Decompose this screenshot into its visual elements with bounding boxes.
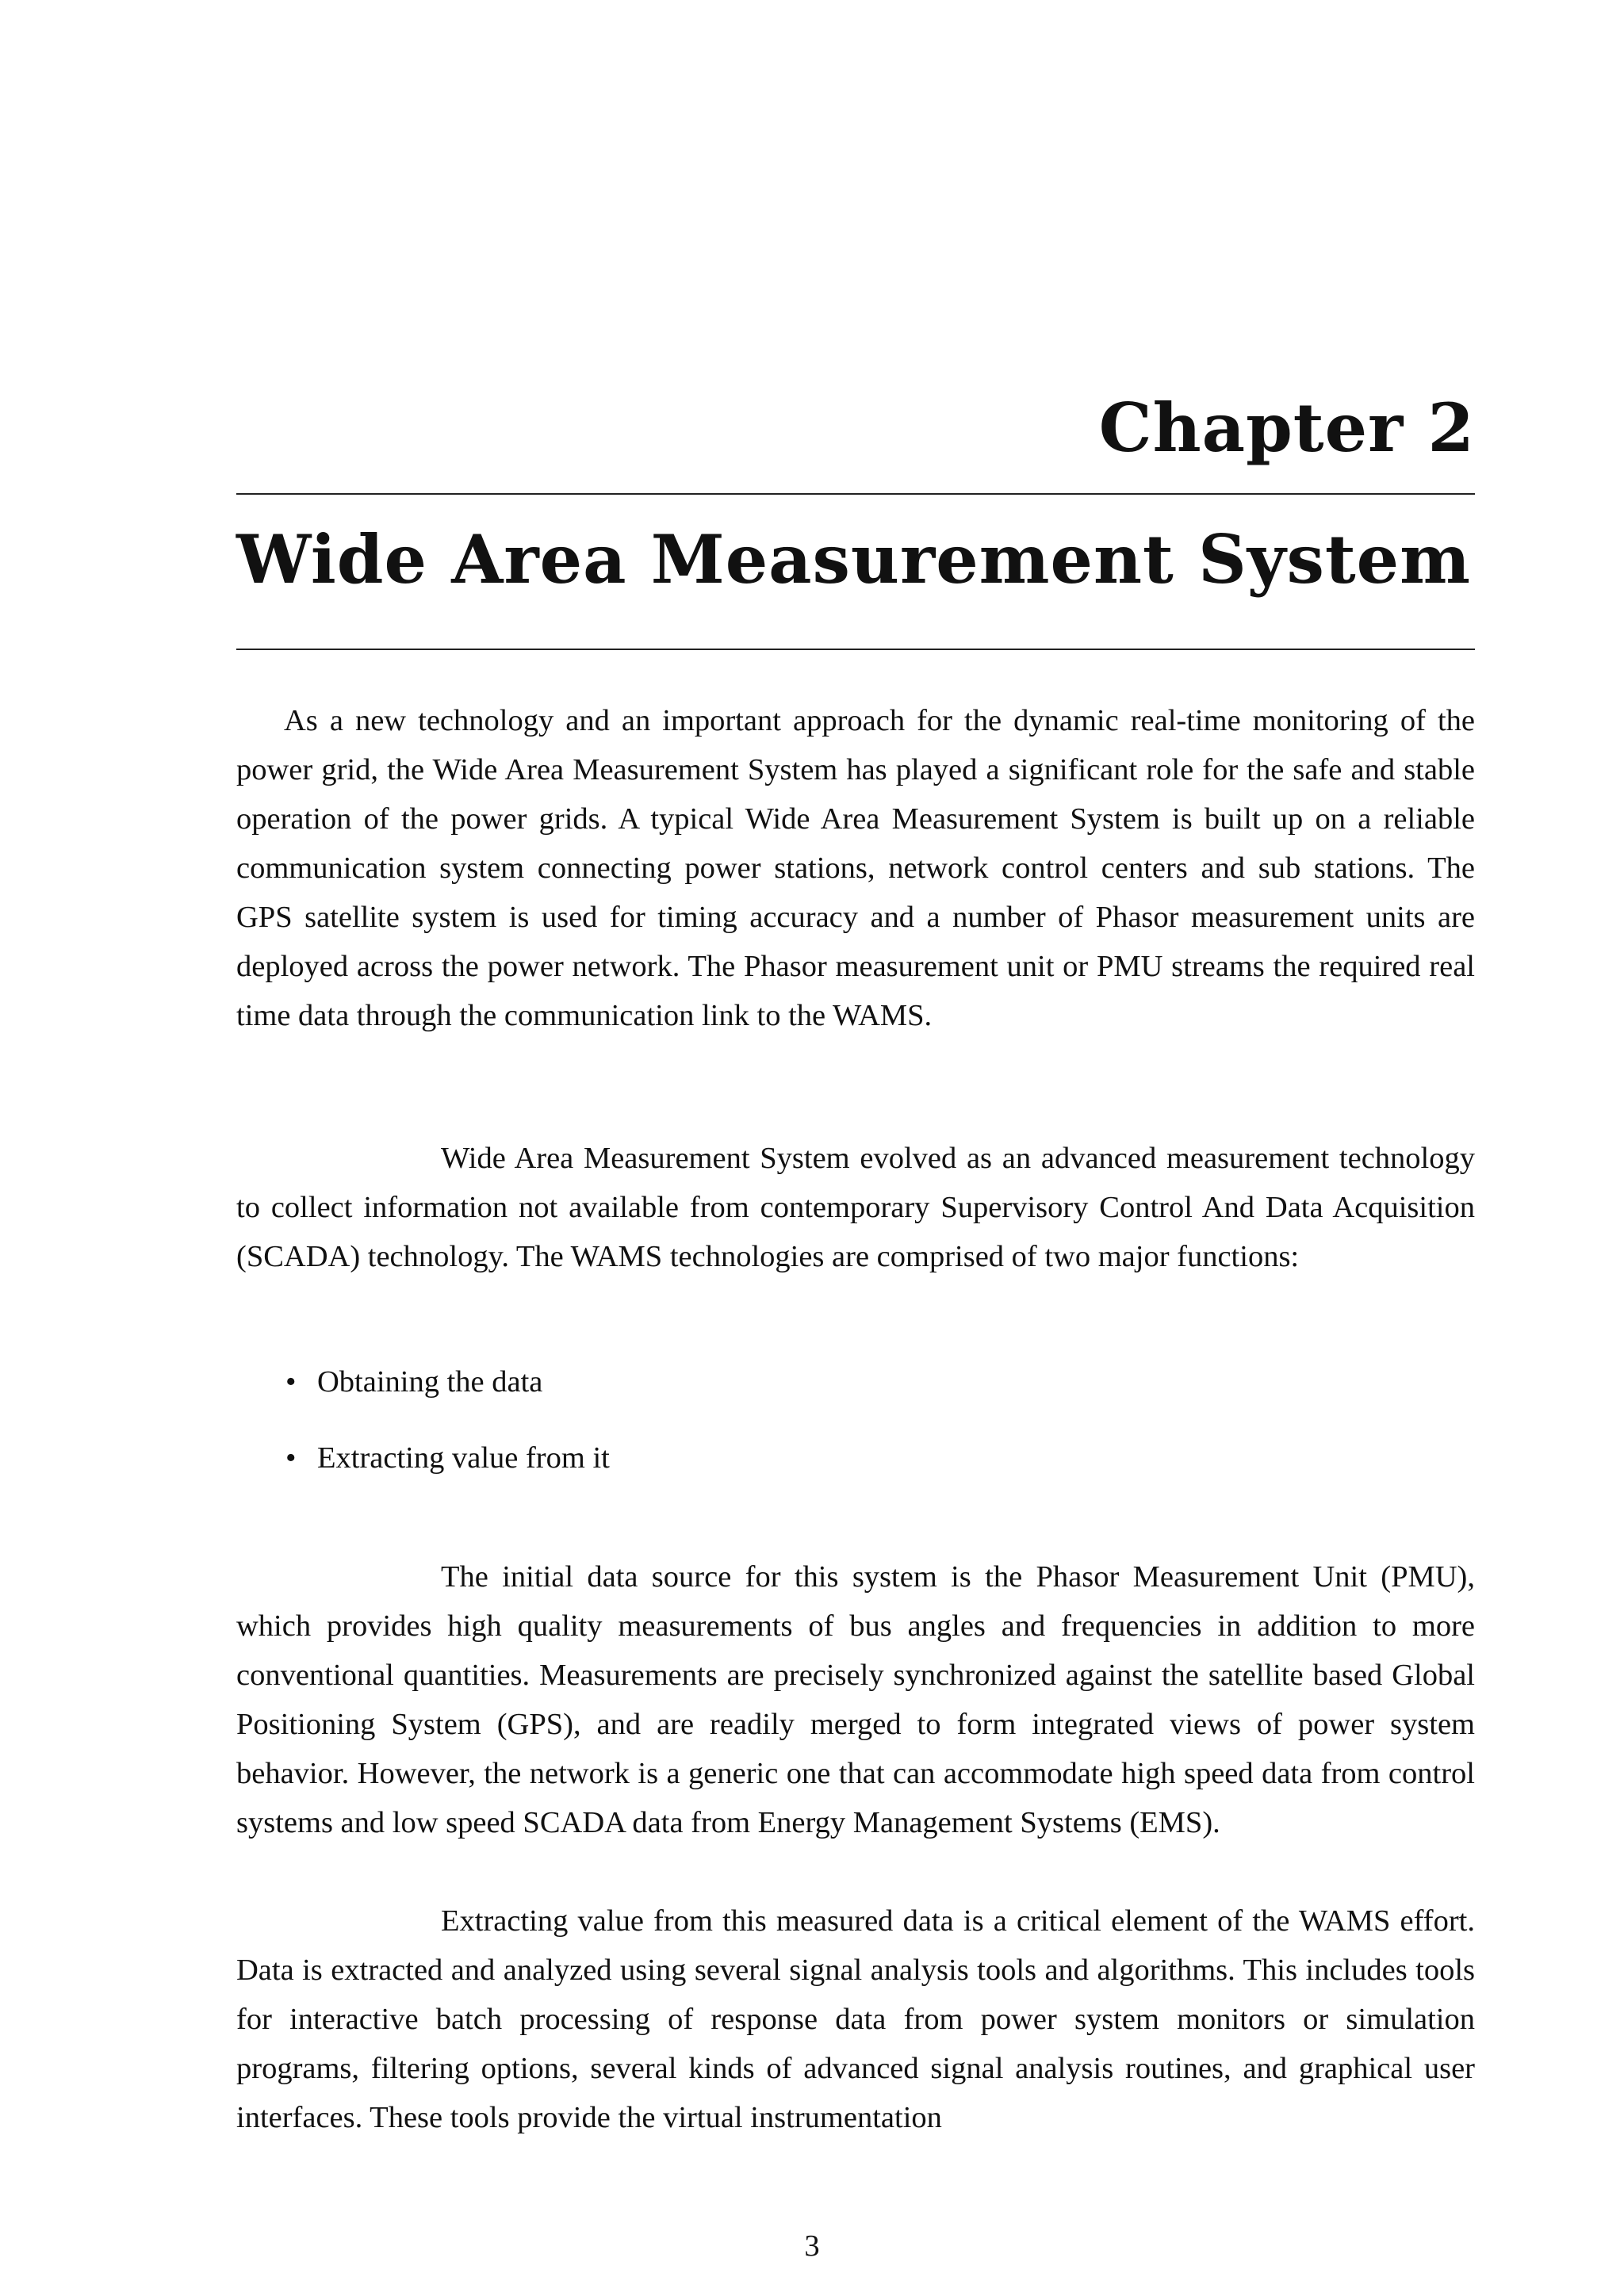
list-item — [236, 1357, 1475, 1406]
chapter-rule-bottom — [236, 649, 1475, 650]
paragraph-intro: As a new technology and an important approach for the dynamic real-time monitoring of the power grid, the Wide Area Measurement System has played a significant role for the safe and stable operation of the power grids. A typical Wide Area Measurement System is built up on a reliable communication system connecting power stations, network control centers and sub stations. The GPS satellite system is used for timing accuracy and a number of Phasor measurement units are deployed across the power network. The Phasor measurement unit or PMU streams the required real time data through the communication link to the WAMS. — [236, 704, 1475, 1032]
list-item-text: Obtaining the data — [317, 1365, 543, 1399]
list-item-text: Extracting value from it — [317, 1441, 610, 1475]
list-item — [236, 1433, 1475, 1483]
paragraph-pmu-source: The initial data source for this system is the Phasor Measurement Unit (PMU), which provides high quality measurements of bus angles and frequencies in addition to more conventional quantities. Measurements are precisely synchronized against the satellite based Global Positioning System (GPS), and are readily merged to form integrated views of power system behavior. However, the network is a generic one that can accommodate high speed data from control systems and low speed SCADA data from Energy Management Systems (EMS). — [236, 1560, 1475, 1839]
functions-list — [236, 1357, 1475, 1510]
chapter-label: Chapter 2 — [1098, 388, 1475, 467]
bullet-icon: • — [285, 1441, 297, 1475]
chapter-title: Wide Area Measurement System — [236, 520, 1471, 599]
paragraph-wams-evolution: Wide Area Measurement System evolved as an advanced measurement technology to collect information not available from contemporary Supervisory Control And Data Acquisition (SCADA) technology. The WAMS technologies are comprised of two major functions: — [236, 1142, 1475, 1273]
page-number: 3 — [804, 2229, 820, 2263]
paragraph-extracting-value: Extracting value from this measured data is a critical element of the WAMS effort. Data is extracted and analyzed using several signal analysis tools and algorithms. This includes tools for interactive batch processing of response data from power system monitors or simulation programs, filtering options, several kinds of advanced signal analysis routines, and graphical user interfaces. These tools provide the virtual instrumentation — [236, 1904, 1475, 2134]
bullet-icon: • — [285, 1365, 297, 1399]
chapter-rule-top — [236, 493, 1475, 495]
